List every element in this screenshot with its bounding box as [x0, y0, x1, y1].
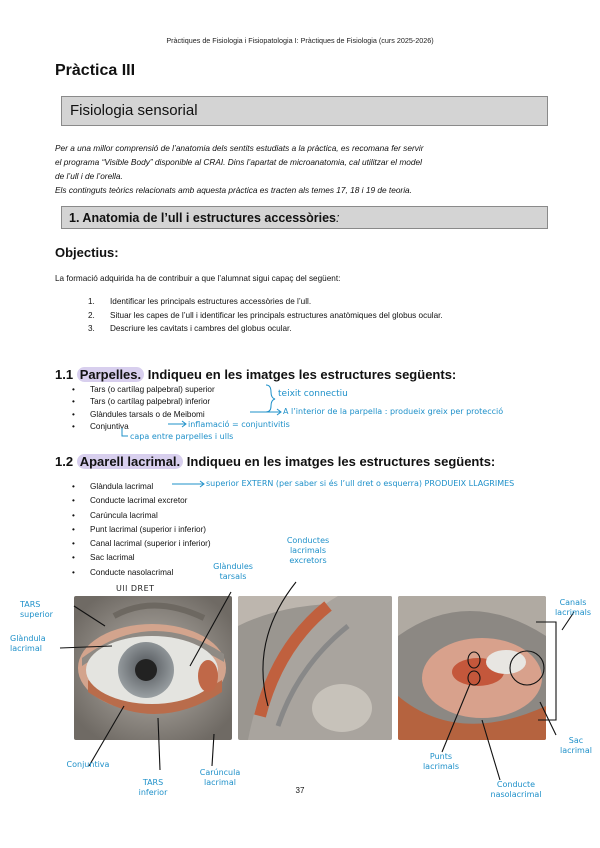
list-item: [88, 295, 443, 309]
note-conjuntiva-1: inflamació = conjuntivitis: [188, 420, 290, 429]
section-number: 1.2: [55, 454, 74, 469]
list-text: Descriure les cavitats i cambres del globus ocular.: [110, 324, 292, 333]
label-tars-superior: TARS superior: [20, 600, 53, 619]
intro-line: el programa “Visible Body” disponible al CRAI. Dins l’apartat de microanatomia, cal utilitzar el model: [55, 157, 422, 167]
note-glandula: superior EXTERN (per saber si és l’ull dret o esquerra) PRODUEIX LLAGRIMES: [206, 479, 515, 488]
section-instruction: Indiqueu en les imatges les estructures següents:: [186, 454, 496, 469]
note-conjuntiva-2: capa entre parpelles i ulls: [130, 432, 234, 441]
list-item: [88, 322, 443, 336]
list-number: 2.: [88, 310, 95, 320]
list-number: 3.: [88, 324, 95, 333]
section1-colon: :: [336, 211, 340, 225]
sensory-title-box: [61, 96, 548, 126]
note-meibomi: A l’interior de la parpella : produeix greix per protecció: [283, 407, 504, 416]
practice-title: Pràctica III: [55, 62, 136, 79]
label-conjuntiva: Conjuntiva: [66, 760, 110, 769]
label-tars-inferior: TARS inferior: [138, 778, 168, 797]
list-text: Situar les capes de l’ull i identificar les principals estructures anatòmiques del globus ocular.: [110, 310, 443, 320]
medial-canthus-photo: [398, 596, 546, 740]
list-item: • Carúncula lacrimal: [90, 509, 211, 523]
eye-model-photo-front: [74, 596, 232, 740]
label-sac-lacrimal: Sac lacrimal: [560, 736, 592, 755]
intro-line: de l’ull i de l’orella.: [55, 171, 123, 181]
section1-title-text: 1. Anatomia de l’ull i estructures accessòries: [69, 211, 337, 225]
page-number: 37: [295, 786, 305, 795]
list-item: [88, 309, 443, 323]
list-item: • Conducte nasolacrimal: [90, 566, 211, 580]
note-teixit: teixit connectiu: [278, 389, 348, 399]
list-item: • Tars (o cartílag palpebral) superior: [90, 384, 215, 396]
section1-title-box: [61, 206, 548, 229]
sensory-title: Fisiologia sensorial: [70, 102, 198, 119]
label-conductes-excretors: Conductes lacrimals excretors: [286, 536, 330, 565]
objectives-list: [88, 295, 443, 336]
running-header: Pràctiques de Fisiologia i Fisiopatologia I: Pràctiques de Fisiologia (curs 2025-2026): [166, 36, 434, 45]
list-item: • Conjuntiva: [90, 421, 215, 433]
section11-heading: [55, 367, 456, 382]
intro-line: Per a una millor comprensió de l’anatomia dels sentits estudiats a la pràctica, es recomana fer servir: [55, 143, 424, 153]
highlighted-term: Aparell lacrimal.: [77, 454, 183, 469]
label-glandules-tarsals: Glàndules tarsals: [213, 562, 253, 581]
list-item: • Sac lacrimal: [90, 551, 211, 565]
label-canals-lacrimals: Canals lacrimals: [554, 598, 592, 617]
list-item: • Conducte lacrimal excretor: [90, 494, 211, 508]
list-number: 1.: [88, 297, 95, 306]
list-item: • Punt lacrimal (superior i inferior): [90, 523, 211, 537]
section-number: 1.1: [55, 367, 74, 382]
section-instruction: Indiqueu en les imatges les estructures següents:: [147, 367, 457, 382]
list-item: • Tars (o cartílag palpebral) inferior: [90, 396, 215, 408]
label-conducte-nasolacrimal: Conducte nasolacrimal: [490, 780, 542, 799]
intro-paragraph: [55, 141, 555, 197]
label-punts-lacrimals: Punts lacrimals: [422, 752, 460, 771]
intro-line: Els continguts teòrics relacionats amb aquesta pràctica es tracten als temes 17, 18 i 19 de teoria.: [55, 185, 412, 195]
section1-title: [69, 211, 340, 225]
right-eye-label: Ull DRET: [116, 584, 155, 593]
section12-heading: [55, 454, 495, 469]
list-item: • Canal lacrimal (superior i inferior): [90, 537, 211, 551]
highlighted-term: Parpelles.: [77, 367, 144, 382]
eyelid-section-photo: [238, 596, 392, 740]
list-item: • Glàndula lacrimal: [90, 480, 211, 494]
label-glandula-lacrimal: Glàndula lacrimal: [10, 634, 46, 653]
objectives-intro: La formació adquirida ha de contribuir a que l’alumnat sigui capaç del següent:: [55, 274, 341, 283]
objectives-heading: Objectius:: [55, 245, 119, 260]
lacrimal-list: [90, 480, 211, 580]
list-item: • Glàndules tarsals o de Meibomi: [90, 409, 215, 421]
label-caruncula: Carúncula lacrimal: [199, 768, 241, 787]
list-text: Identificar les principals estructures accessòries de l’ull.: [110, 297, 312, 306]
